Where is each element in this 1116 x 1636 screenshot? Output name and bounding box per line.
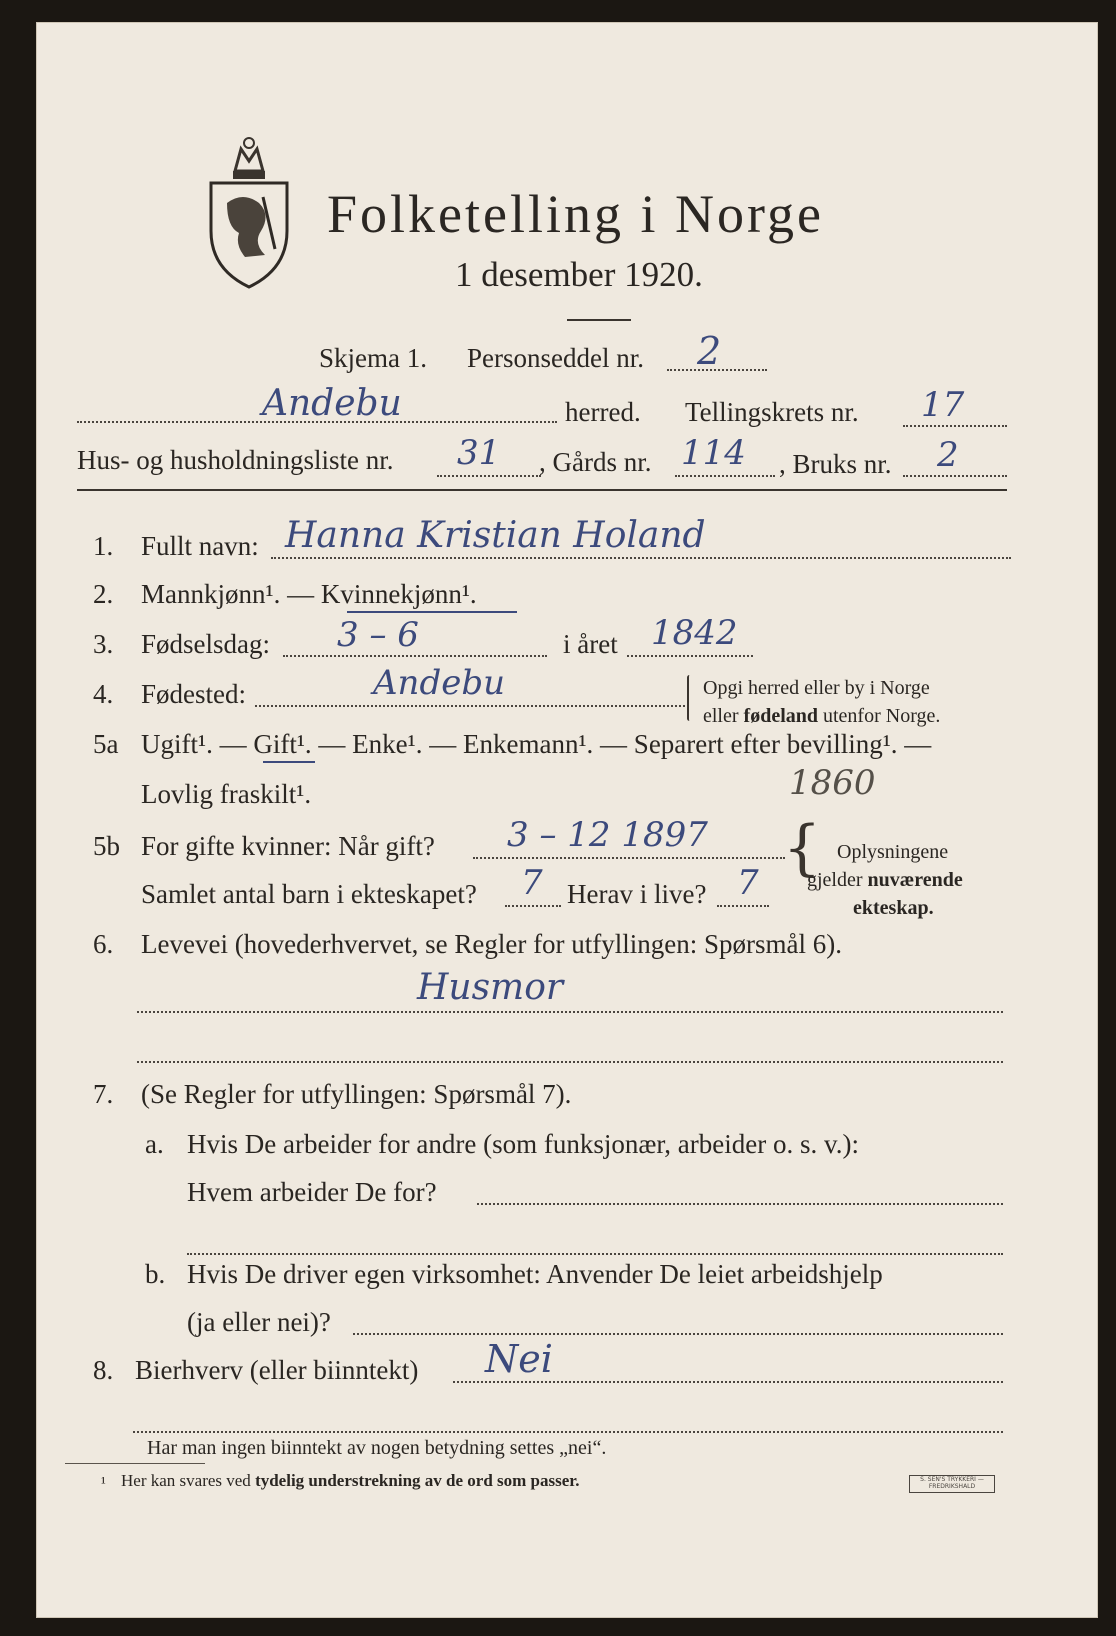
q2-number: 2. [93, 579, 114, 609]
q7-label: (Se Regler for utfyllingen: Spørsmål 7). [141, 1079, 572, 1109]
footer-note: Har man ingen biinntekt av nogen betydning settes „nei“. [147, 1437, 607, 1459]
children-line [505, 905, 561, 907]
bruks-value[interactable]: 2 [937, 435, 959, 475]
birthplace-line [255, 705, 685, 707]
birthday-value[interactable]: 3 – 6 [337, 615, 419, 655]
gender-underline [347, 611, 517, 613]
married-date-value[interactable]: 3 – 12 1897 [507, 815, 708, 855]
employer-line [477, 1203, 1003, 1205]
tellingskrets-value[interactable]: 17 [921, 385, 965, 425]
occupation-line-1 [137, 1011, 1003, 1013]
bruks-label: , Bruks nr. [779, 449, 892, 479]
birthday-line [283, 655, 547, 657]
herred-label: herred. [565, 397, 641, 427]
q8-number: 8. [93, 1355, 114, 1385]
married-label: For gifte kvinner: Når gift? [141, 831, 435, 861]
tellingskrets-label: Tellingskrets nr. [685, 397, 859, 427]
q7b-line-2: (ja eller nei)? [187, 1307, 331, 1337]
skjema-label: Skjema 1. [319, 343, 427, 373]
birth-year-value[interactable]: 1842 [651, 613, 738, 653]
hired-help-line [353, 1333, 1003, 1335]
children-value[interactable]: 7 [521, 863, 543, 903]
husholdningsliste-line [437, 475, 541, 477]
footnote-mark: ¹ [101, 1475, 106, 1492]
q7b-letter: b. [145, 1259, 166, 1289]
gards-value[interactable]: 114 [681, 433, 746, 473]
q1-line [271, 557, 1011, 559]
personseddel-label: Personseddel nr. [467, 343, 644, 373]
census-form [36, 22, 1098, 1618]
q3-number: 3. [93, 629, 114, 659]
q7b-line-1: Hvis De driver egen virksomhet: Anvender De leiet arbeidshjelp [187, 1259, 883, 1289]
q4-label: Fødested: [141, 679, 246, 709]
q7a-line-2: Hvem arbeider De for? [187, 1177, 437, 1207]
q1-number: 1. [93, 531, 114, 561]
year-label: i året [563, 629, 618, 659]
gards-label: , Gårds nr. [539, 447, 652, 477]
q5a-number: 5a [93, 729, 119, 759]
alive-label: Herav i live? [567, 879, 707, 909]
birthplace-value[interactable]: Andebu [373, 663, 505, 703]
q7-number: 7. [93, 1079, 114, 1109]
tellingskrets-line [903, 425, 1007, 427]
herred-value[interactable]: Andebu [262, 383, 402, 424]
marriage-brace: { [783, 813, 822, 883]
marital-underline [263, 761, 315, 763]
header-rule [77, 489, 1007, 491]
side-income-line-2 [133, 1431, 1003, 1433]
alive-line [717, 905, 769, 907]
q3-label: Fødselsdag: [141, 629, 271, 659]
children-label: Samlet antal barn i ekteskapet? [141, 879, 477, 909]
alive-value[interactable]: 7 [737, 863, 759, 903]
printer-stamp: S. SEN'S TRYKKERI — FREDRIKSHALD [909, 1475, 995, 1493]
q1-label: Fullt navn: [141, 531, 259, 561]
marital-options-2: Lovlig fraskilt¹. [141, 779, 312, 809]
husholdningsliste-value[interactable]: 31 [457, 433, 501, 473]
q7a-line-1: Hvis De arbeider for andre (som funksjonær, arbeider o. s. v.): [187, 1129, 859, 1159]
q5b-number: 5b [93, 831, 120, 861]
marital-options: Ugift¹. — Gift¹. — Enke¹. — Enkemann¹. — Separert efter bevilling¹. — [141, 729, 932, 759]
side-income-line [453, 1381, 1003, 1383]
marital-annotation: 1860 [789, 763, 876, 803]
year-line [627, 655, 753, 657]
q7a-letter: a. [145, 1129, 164, 1159]
title-rule [567, 319, 631, 321]
q4-number: 4. [93, 679, 114, 709]
marriage-note-2: gjelder nuværende [807, 869, 963, 891]
census-date: 1 desember 1920. [455, 255, 703, 294]
gender-options: Mannkjønn¹. — Kvinnekjønn¹. [141, 579, 477, 609]
birthplace-note-1: Opgi herred eller by i Norge [703, 677, 930, 699]
birthplace-bracket [687, 675, 692, 721]
form-title: Folketelling i Norge [327, 184, 824, 244]
side-income-value[interactable]: Nei [485, 1337, 553, 1381]
marriage-note-1: Oplysningene [837, 841, 949, 863]
side-income-label: Bierhverv (eller biinntekt) [135, 1355, 419, 1385]
married-line [473, 857, 785, 859]
footnote-text: Her kan svares ved tydelig understrekning av de ord som passer. [121, 1471, 580, 1490]
husholdningsliste-label: Hus- og husholdningsliste nr. [77, 445, 394, 475]
coat-of-arms-icon [205, 131, 293, 291]
occupation-value[interactable]: Husmor [417, 967, 564, 1008]
birthplace-note-2: eller fødeland utenfor Norge. [703, 705, 941, 727]
marriage-note-3: ekteskap. [853, 897, 934, 919]
occupation-line-2 [137, 1061, 1003, 1063]
footnote-rule [65, 1463, 205, 1464]
gards-line [675, 475, 775, 477]
occupation-label: Levevei (hovederhvervet, se Regler for utfyllingen: Spørsmål 6). [141, 929, 843, 959]
full-name-value[interactable]: Hanna Kristian Holand [285, 515, 706, 556]
employer-line-2 [187, 1253, 1003, 1255]
bruks-line [903, 475, 1007, 477]
personseddel-value[interactable]: 2 [697, 329, 722, 373]
q6-number: 6. [93, 929, 114, 959]
